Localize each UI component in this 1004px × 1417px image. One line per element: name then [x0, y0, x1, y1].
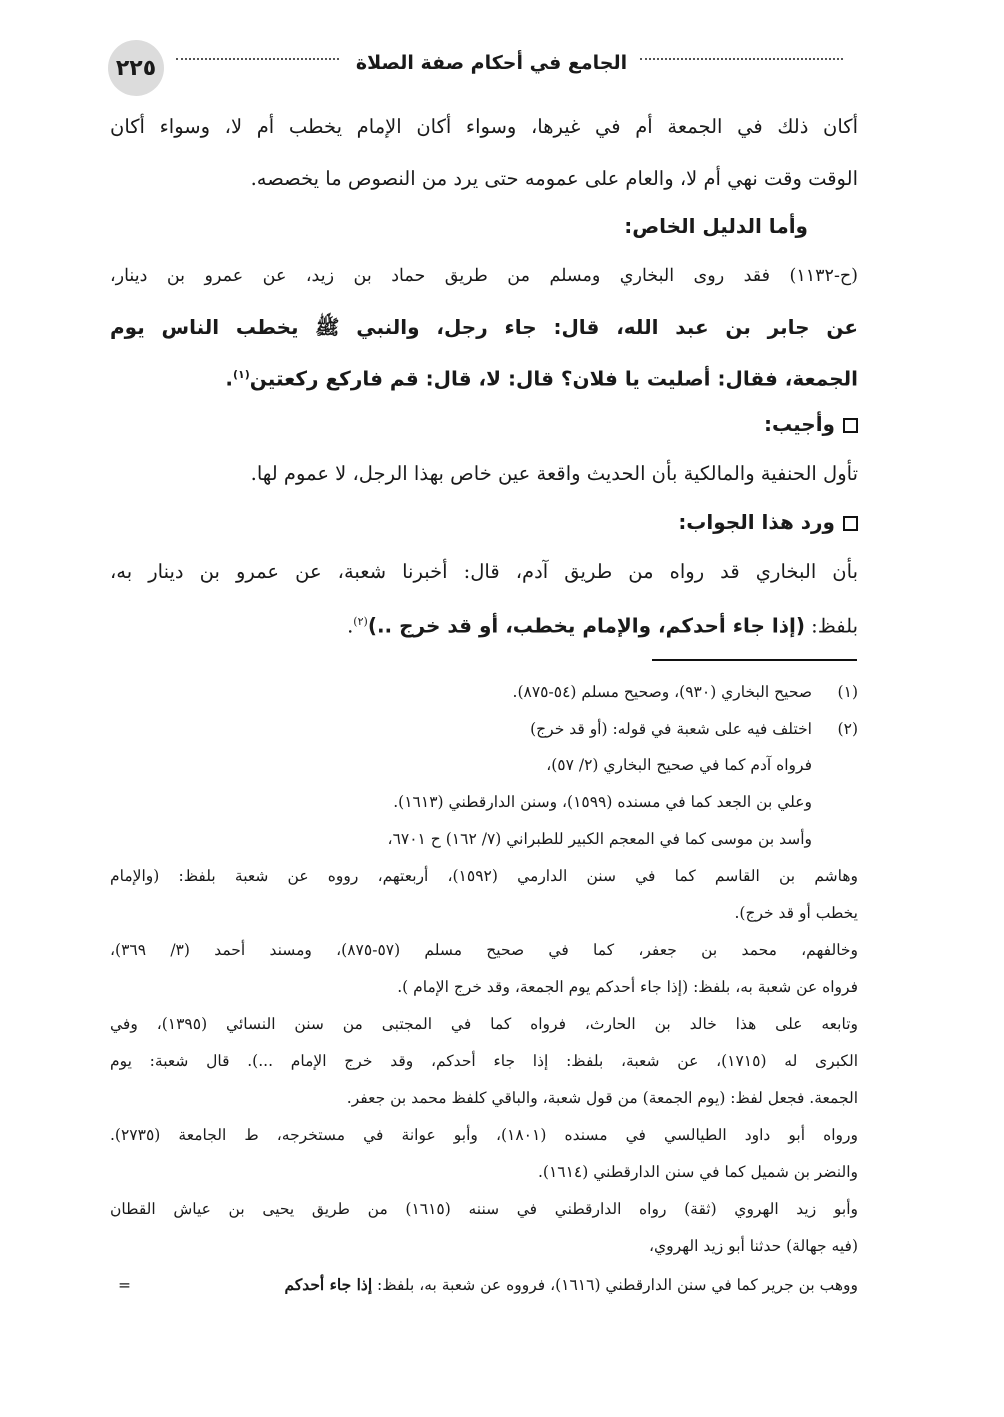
- body-line: أكان ذلك في الجمعة أم في غيرها، وسواء أكان الإمام يخطب أم لا، وسواء أكان: [110, 115, 858, 138]
- footnote-line: (فيه جهالة) حدثنا أبو زيد الهروي،: [649, 1237, 858, 1255]
- square-bullet-icon: [843, 418, 858, 433]
- period: .: [347, 614, 354, 638]
- continuation-mark: =: [118, 1276, 131, 1294]
- hadith-text: الجمعة، فقال: أصليت يا فلان؟ قال: لا، قال: قم فاركع ركعتين: [249, 366, 858, 391]
- footnote-line: ورواه أبو داود الطيالسي في مسنده (١٨٠١)، وأبو عوانة في مستخرجه، ط الجامعة (٢٧٣٥).: [110, 1126, 858, 1144]
- footnote-line: فرواه آدم كما في صحيح البخاري (٢/ ٥٧)،: [546, 756, 812, 774]
- body-line: بأن البخاري قد رواه من طريق آدم، قال: أخبرنا شعبة، عن عمرو بن دينار به،: [110, 560, 858, 583]
- footnote-line: وهاشم بن القاسم كما في سنن الدارمي (١٥٩٢)، أربعتهم، رووه عن شعبة بلفظ: (والإمام: [110, 867, 858, 885]
- period: .: [225, 366, 234, 391]
- body-text: بلفظ:: [804, 614, 858, 638]
- body-line: تأول الحنفية والمالكية بأن الحديث واقعة عين خاص بهذا الرجل، لا عموم لها.: [250, 462, 858, 485]
- body-line: (ح-١١٣٢) فقد روى البخاري ومسلم من طريق حماد بن زيد، عن عمرو بن دينار،: [110, 266, 858, 286]
- footnote-separator: [652, 659, 857, 661]
- book-title: الجامع في أحكام صفة الصلاة: [355, 52, 628, 74]
- footnote-line: وعلي بن الجعد كما في مسنده (١٥٩٩)، وسنن الدارقطني (١٦١٣).: [393, 793, 812, 811]
- subheading: [110, 508, 858, 536]
- footnote-line: يخطب أو قد خرج).: [734, 904, 858, 922]
- footnote-ref: (٢): [353, 615, 368, 628]
- footnote-line: والنضر بن شميل كما في سنن الدارقطني (١٦١٤).: [537, 1163, 858, 1181]
- footnote-line: وتابعه على هذا خالد بن الحارث، فرواه كما في المجتبى من سنن النسائي (١٣٩٥)، وفي: [110, 1015, 858, 1033]
- hadith-line: [110, 361, 858, 393]
- quoted-wording: (إذا جاء أحدكم، والإمام يخطب، أو قد خرج ..): [367, 613, 805, 638]
- page-number: ٢٢٥: [115, 55, 157, 81]
- footnote-line: وأسد بن موسى كما في المعجم الكبير للطبراني (٧/ ١٦٢) ح ٦٧٠١،: [387, 830, 812, 848]
- footnote-line: الجمعة. فجعل لفظ: (يوم الجمعة) من قول شعبة، والباقي كلفظ محمد بن جعفر.: [346, 1089, 858, 1107]
- footnote-line: اختلف فيه على شعبة في قوله: (أو قد خرج): [530, 720, 812, 738]
- subheading-text: ورد هذا الجواب:: [678, 510, 835, 534]
- body-line: [110, 608, 858, 641]
- footnote-text: ووهب بن جرير كما في سنن الدارقطني (١٦١٦)، فرووه عن شعبة به، بلفظ:: [372, 1276, 858, 1294]
- footnote-line: وأبو زيد الهروي (ثقة) رواه الدارقطني في سننه (١٦١٥) من طريق يحيى بن عياش القطان: [110, 1200, 858, 1218]
- subheading-text: وأجيب:: [763, 412, 835, 436]
- section-heading: وأما الدليل الخاص:: [624, 214, 808, 238]
- footnote-number: (١): [837, 683, 858, 701]
- footnote-bold-wording: إذا جاء أحدكم: [284, 1275, 373, 1294]
- footnote-line: فرواه عن شعبة به، بلفظ: (إذا جاء أحدكم يوم الجمعة، وقد خرج الإمام ).: [397, 978, 858, 996]
- body-line: الوقت وقت نهي أم لا، والعام على عمومه حتى يرد من النصوص ما يخصصه.: [250, 167, 858, 190]
- header-dotted-leader: [640, 58, 843, 60]
- subheading: [110, 410, 858, 438]
- footnote-number: (٢): [837, 720, 858, 738]
- footnote-ref: (١): [233, 368, 250, 381]
- square-bullet-icon: [843, 516, 858, 531]
- hadith-line: عن جابر بن عبد الله، قال: جاء رجل، والنبي ﷺ يخطب الناس يوم: [110, 315, 858, 339]
- footnote-line: [148, 1272, 858, 1298]
- footnote-line: صحيح البخاري (٩٣٠)، وصحيح مسلم (٥٤-٨٧٥).: [512, 683, 812, 701]
- footnote-line: وخالفهم، محمد بن جعفر، كما في صحيح مسلم (٥٧-٨٧٥)، ومسند أحمد (٣/ ٣٦٩)،: [110, 941, 858, 959]
- footnote-line: الكبرى له (١٧١٥)، عن شعبة، بلفظ: إذا جاء أحدكم، وقد خرج الإمام ...). قال شعبة: يوم: [110, 1052, 858, 1070]
- header-dotted-leader: [176, 58, 339, 60]
